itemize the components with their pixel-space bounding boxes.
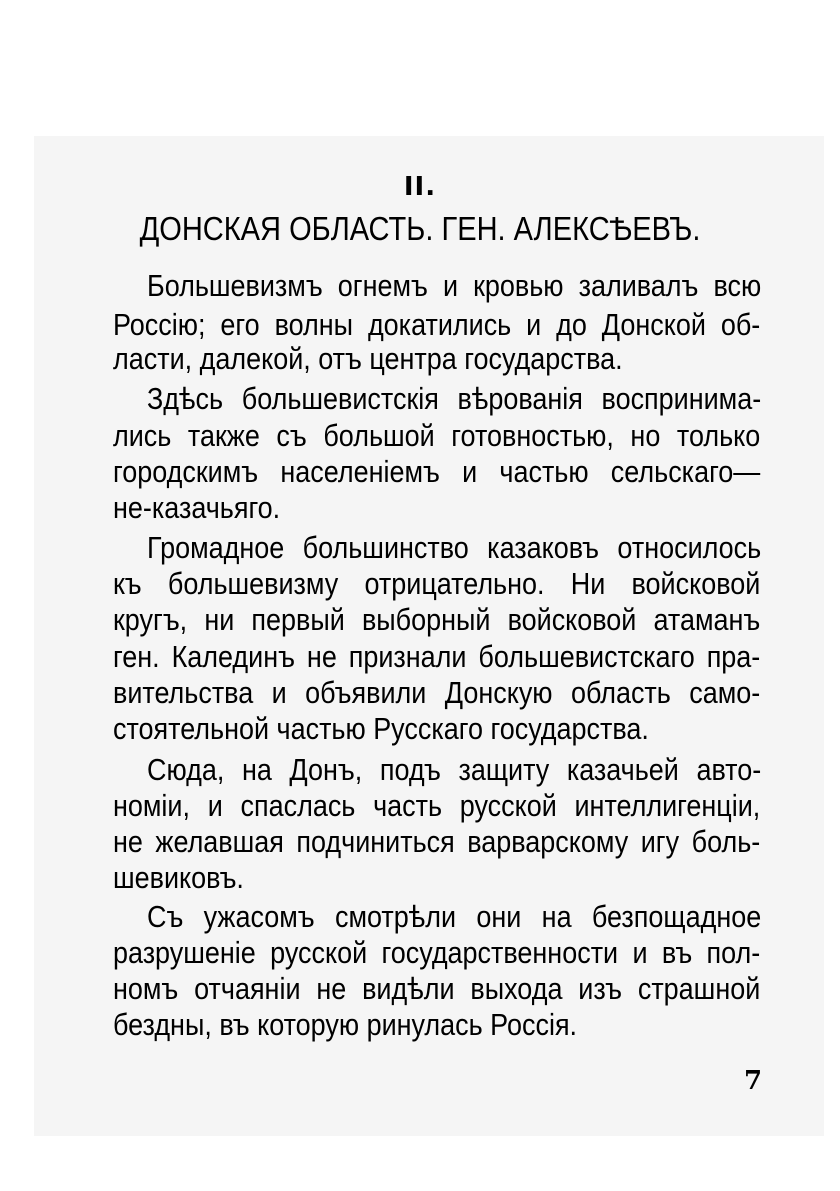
text-line: шевиковъ. [113, 860, 244, 895]
text-line: номіи, и спаслась часть русской интеллигенціи, [113, 788, 761, 823]
text-line: разрушеніе русской государственности и въ пол- [113, 935, 761, 970]
text-line: Большевизмъ огнемъ и кровью заливалъ всю [147, 268, 762, 303]
text-line: къ большевизму отрицательно. Ни войсковой [113, 566, 761, 601]
chapter-title: ДОНСКАЯ ОБЛАСТЬ. ГЕН. АЛЕКСѢЕВЪ. [139, 210, 701, 247]
text-line: кругъ, ни первый выборный войсковой атаманъ [113, 602, 761, 637]
text-line: не-казачьяго. [113, 490, 281, 525]
text-line: Россію; его волны докатились и до Донской об- [113, 307, 761, 342]
text-line: стоятельной частью Русскаго государства. [113, 711, 649, 746]
text-line: Здѣсь большевистскія вѣрованія воспринима- [147, 381, 762, 416]
text-line: лись также съ большой готовностью, но только [113, 418, 761, 453]
text-line: не желавшая подчиниться варварскому игу боль- [113, 824, 761, 859]
text-line: городскимъ населеніемъ и частью сельскаго— [113, 454, 761, 489]
text-line: Съ ужасомъ смотрѣли они на безпощадное [147, 899, 762, 934]
text-line: номъ отчаяніи не видѣли выхода изъ страшной [113, 971, 761, 1006]
page-number: 7 [744, 1066, 763, 1096]
text-line: вительства и объявили Донскую область само- [113, 675, 761, 710]
text-line: ласти, далекой, отъ центра государства. [113, 341, 623, 376]
text-line: Сюда, на Донъ, подъ защиту казачьей авто- [147, 752, 762, 787]
text-line: Громадное большинство казаковъ относилось [147, 530, 762, 565]
text-line: ген. Калединъ не признали большевистскаго пра- [113, 639, 761, 674]
chapter-number: II. [403, 172, 437, 202]
text-line: бездны, въ которую ринулась Россія. [113, 1007, 578, 1042]
